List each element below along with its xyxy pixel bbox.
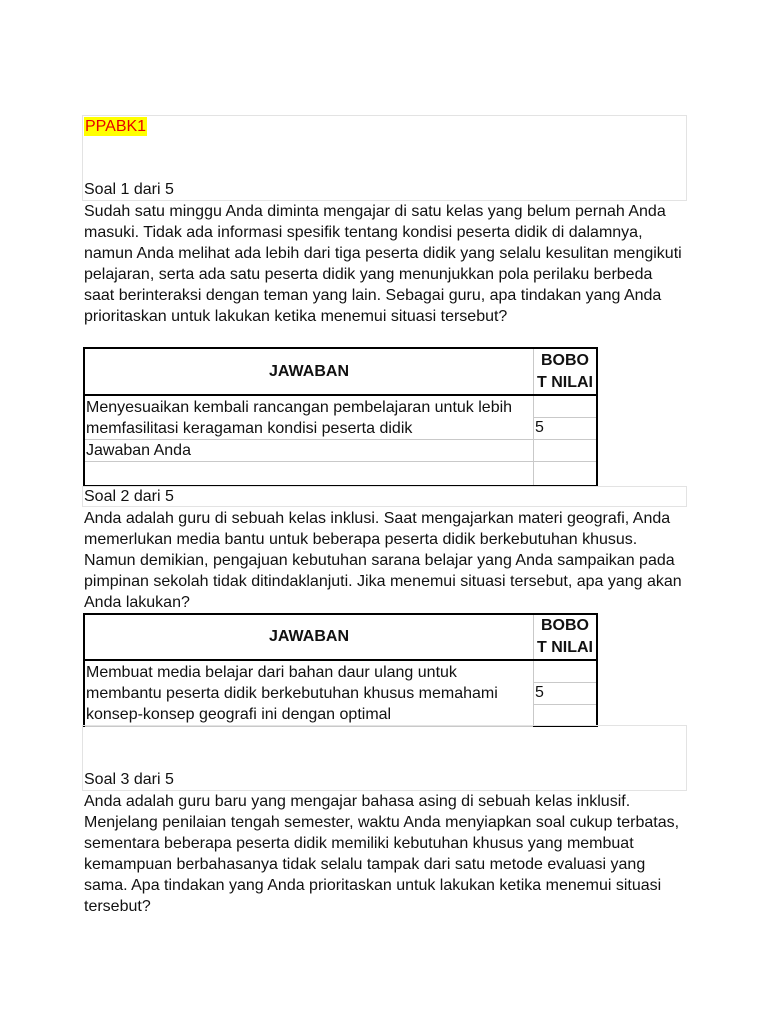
score-column-header: BOBO T NILAI: [534, 348, 598, 395]
score-cell-empty: [534, 704, 598, 726]
answer-column-header: JAWABAN: [84, 348, 534, 395]
answer-text: Membuat media belajar dari bahan daur ulang untuk membantu peserta didik berkebutuhan khusus memahami konsep-konsep geografi ini dengan optimal: [86, 664, 498, 723]
question-1-answer-table: [83, 347, 598, 487]
question-1-title: Soal 1 dari 5: [84, 181, 174, 198]
score-cell-empty: [534, 462, 598, 486]
question-2-title: Soal 2 dari 5: [84, 488, 174, 505]
your-answer-cell: [84, 440, 534, 462]
answer-column-header: JAWABAN: [84, 614, 534, 660]
question-2-text: Anda adalah guru di sebuah kelas inklusi. Saat mengajarkan materi geografi, Anda memerlukan media bantu untuk beberapa peserta didik berkebutuhan khusus. Namun demikian, pengajuan kebutuhan sarana belajar yang Anda sampaikan pada pimpinan sekolah tidak ditindaklanjuti. Jika menemui situasi tersebut, apa yang akan Anda lakukan?: [84, 510, 682, 611]
score-cell: [534, 417, 598, 439]
score-cell: [534, 682, 598, 704]
score-cell-empty: [534, 660, 598, 682]
score-column-header: BOBO T NILAI: [534, 614, 598, 660]
your-answer-input-cell: [84, 462, 534, 486]
answer-text: Menyesuaikan kembali rancangan pembelajaran untuk lebih memfasilitasi keragaman kondisi peserta didik: [86, 399, 513, 437]
document-code: PPABK1: [85, 118, 147, 135]
question-2-answer-table: [83, 613, 598, 727]
question-3-title: Soal 3 dari 5: [84, 771, 174, 788]
answer-cell: [84, 395, 534, 440]
question-3-text: Anda adalah guru baru yang mengajar bahasa asing di sebuah kelas inklusif. Menjelang penilaian tengah semester, waktu Anda menyiapkan soal cukup terbatas, sementara beberapa peserta didik memiliki kebutuhan khusus yang membuat kemampuan berbahasanya tidak selalu tampak dari satu metode evaluasi yang sama. Apa tindakan yang Anda prioritaskan untuk lakukan ketika menemui situasi tersebut?: [84, 793, 680, 915]
answer-cell: [84, 660, 534, 726]
score-cell-empty: [534, 440, 598, 462]
answer-score: 5: [535, 684, 544, 701]
score-cell-empty: [534, 395, 598, 417]
your-answer-label: Jawaban Anda: [86, 442, 191, 459]
answer-score: 5: [535, 419, 544, 437]
question-1-text: Sudah satu minggu Anda diminta mengajar di satu kelas yang belum pernah Anda masuki. Tidak ada informasi spesifik tentang kondisi peserta didik di dalamnya, namun Anda melihat ada lebih dari tiga peserta didik yang selalu kesulitan mengikuti pelajaran, serta ada satu peserta didik yang menunjukkan pola perilaku berbeda saat berinteraksi dengan teman yang lain. Sebagai guru, apa tindakan yang Anda prioritaskan untuk lakukan ketika menemui situasi tersebut?: [84, 203, 682, 325]
